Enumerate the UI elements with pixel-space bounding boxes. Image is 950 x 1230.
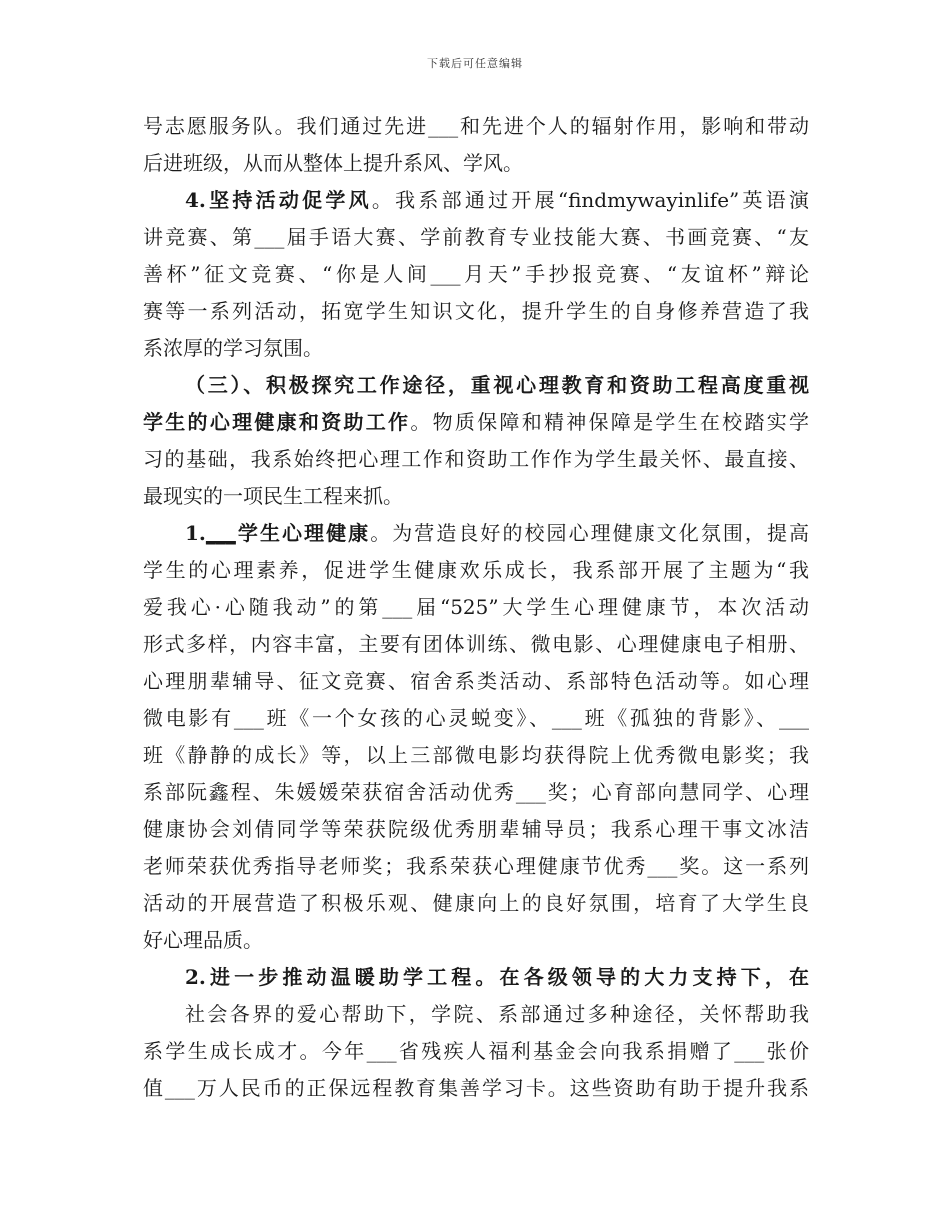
text-line: 系部阮鑫程、朱媛媛荣获宿舍活动优秀___奖；心育部向慧同学、心理	[143, 780, 809, 804]
text-line: 系学生成长成才。今年___省残疾人福利基金会向我系捐赠了___张价	[143, 1039, 809, 1063]
text-line: 习的基础，我系始终把心理工作和资助工作作为学生最关怀、最直接、	[143, 447, 809, 471]
text-line: 班《静静的成长》等，以上三部微电影均获得院上优秀微电影奖；我	[143, 743, 809, 767]
section-heading: 4.坚持活动促学风	[185, 188, 372, 212]
document-body	[143, 108, 809, 1107]
section-heading-line: 4.坚持活动促学风。我系部通过开展“findmywayinlife”英语演	[185, 188, 809, 212]
text-line: 讲竞赛、第___届手语大赛、学前教育专业技能大赛、书画竞赛、“友	[143, 225, 809, 249]
section-heading: 学生的心理健康和资助工作	[143, 410, 411, 434]
text-line: 老师荣获优秀指导老师奖；我系荣获心理健康节优秀___奖。这一系列	[143, 854, 809, 878]
text-line: 号志愿服务队。我们通过先进___和先进个人的辐射作用，影响和带动	[143, 114, 809, 138]
blank-underline: ___	[205, 521, 236, 545]
text-line: 后进班级，从而从整体上提升系风、学风。	[143, 151, 523, 175]
text-line: 值___万人民币的正保远程教育集善学习卡。这些资助有助于提升我系	[143, 1076, 809, 1100]
text-line: 赛等一系列活动，拓宽学生知识文化，提升学生的自身修养营造了我	[143, 299, 809, 323]
text-line: 学生的心理健康和资助工作。物质保障和精神保障是学生在校踏实学	[143, 410, 810, 434]
text-line: 系浓厚的学习氛围。	[143, 336, 323, 360]
text-line: 活动的开展营造了积极乐观、健康向上的良好氛围，培育了大学生良	[143, 891, 809, 915]
text-line: 微电影有___班《一个女孩的心灵蜕变》、___班《孤独的背影》、___	[143, 706, 809, 730]
page-header-note: 下载后可任意编辑	[427, 57, 523, 70]
section-heading: 学生心理健康	[235, 521, 371, 545]
text-line: 好心理品质。	[143, 928, 263, 952]
section-heading-line: 1.___学生心理健康。为营造良好的校园心理健康文化氛围，提高	[185, 521, 810, 545]
section-heading: （三）、积极探究工作途径，重视心理教育和资助工程高度重视	[185, 373, 809, 397]
text-line: 心理朋辈辅导、征文竞赛、宿舍系类活动、系部特色活动等。如心理	[143, 669, 809, 693]
text-line: 形式多样，内容丰富，主要有团体训练、微电影、心理健康电子相册、	[143, 632, 809, 656]
text-line: 爱我心·心随我动”的第___届“525”大学生心理健康节，本次活动	[143, 595, 809, 619]
text-line: 最现实的一项民生工程来抓。	[143, 484, 403, 508]
text-line: 学生的心理素养，促进学生健康欢乐成长，我系部开展了主题为“我	[143, 558, 809, 582]
text-line: 善杯”征文竞赛、“你是人间___月天”手抄报竞赛、“友谊杯”辩论	[143, 262, 809, 286]
text-line: 社会各界的爱心帮助下，学院、系部通过多种途径，关怀帮助我	[185, 1002, 809, 1026]
section-heading-line	[143, 959, 809, 996]
section-heading: 2.进一步推动温暖助学工程。在各级领导的大力支持下，在	[185, 965, 809, 989]
text-line: 健康协会刘倩同学等荣获院级优秀朋辈辅导员；我系心理干事文冰洁	[143, 817, 809, 841]
section-heading-line	[143, 367, 809, 404]
